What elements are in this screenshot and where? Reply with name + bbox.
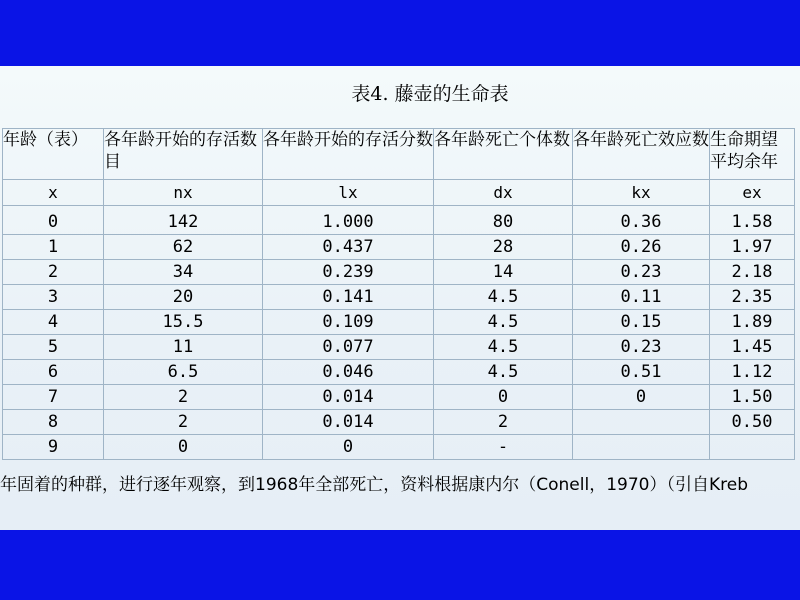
table-cell: 0.15 (573, 310, 710, 335)
table-cell: 4.5 (434, 285, 573, 310)
table-cell: 0.014 (263, 385, 434, 410)
symbol-row (3, 180, 795, 206)
table-cell: 0.046 (263, 360, 434, 385)
table-row (3, 206, 795, 235)
table-cell: 0.239 (263, 260, 434, 285)
table-row (3, 360, 795, 385)
table-cell: 62 (104, 235, 263, 260)
symbol-cell: dx (434, 180, 573, 206)
table-row (3, 235, 795, 260)
table-cell: 1.58 (710, 206, 795, 235)
table-cell: 34 (104, 260, 263, 285)
table-cell: 28 (434, 235, 573, 260)
table-cell: 0 (573, 385, 710, 410)
table-cell: 2 (104, 385, 263, 410)
table-cell: 0.141 (263, 285, 434, 310)
table-cell: 4.5 (434, 360, 573, 385)
table-row (3, 310, 795, 335)
table-cell: 6 (3, 360, 104, 385)
life-table (2, 128, 795, 460)
table-row (3, 260, 795, 285)
table-cell: 1.000 (263, 206, 434, 235)
table-cell: 1 (3, 235, 104, 260)
table-cell: 11 (104, 335, 263, 360)
table-cell: - (434, 435, 573, 460)
table-cell: 2.18 (710, 260, 795, 285)
table-cell (573, 435, 710, 460)
table-cell: 0.014 (263, 410, 434, 435)
table-cell: 7 (3, 385, 104, 410)
table-cell: 8 (3, 410, 104, 435)
header-kx: 各年龄死亡效应数 (573, 129, 710, 180)
symbol-cell: nx (104, 180, 263, 206)
table-cell: 6.5 (104, 360, 263, 385)
symbol-cell: kx (573, 180, 710, 206)
table-cell: 0.11 (573, 285, 710, 310)
table-cell: 1.89 (710, 310, 795, 335)
table-cell: 5 (3, 335, 104, 360)
table-cell: 0.23 (573, 260, 710, 285)
table-row (3, 435, 795, 460)
table-cell (710, 435, 795, 460)
table-cell: 9 (3, 435, 104, 460)
symbol-cell: x (3, 180, 104, 206)
header-ex: 生命期望平均余年 (710, 129, 795, 180)
table-cell: 20 (104, 285, 263, 310)
table-cell: 0 (3, 206, 104, 235)
table-cell: 14 (434, 260, 573, 285)
table-cell: 142 (104, 206, 263, 235)
table-cell: 0.109 (263, 310, 434, 335)
header-row (3, 129, 795, 180)
table-cell: 4 (3, 310, 104, 335)
table-cell: 0 (263, 435, 434, 460)
table-cell: 2.35 (710, 285, 795, 310)
table-cell: 4.5 (434, 335, 573, 360)
header-lx: 各年龄开始的存活分数 (263, 129, 434, 180)
header-nx: 各年龄开始的存活数目 (104, 129, 263, 180)
table-cell: 15.5 (104, 310, 263, 335)
table-body (3, 206, 795, 460)
table-cell: 0.51 (573, 360, 710, 385)
table-title: 表4. 藤壶的生命表 (351, 83, 509, 105)
symbol-cell: ex (710, 180, 795, 206)
symbol-cell: lx (263, 180, 434, 206)
table-cell: 1.12 (710, 360, 795, 385)
slide-panel (0, 66, 800, 530)
table-cell: 3 (3, 285, 104, 310)
table-cell: 0.437 (263, 235, 434, 260)
table-row (3, 410, 795, 435)
footnote: 年固着的种群，进行逐年观察，到1968年全部死亡，资料根据康内尔（Conell，1970）（引自Kreb (0, 475, 748, 495)
table-cell: 0.50 (710, 410, 795, 435)
table-row (3, 335, 795, 360)
table-cell: 0.077 (263, 335, 434, 360)
table-cell (573, 410, 710, 435)
table-cell: 1.45 (710, 335, 795, 360)
table-cell: 0.23 (573, 335, 710, 360)
table-row (3, 285, 795, 310)
table-cell: 2 (434, 410, 573, 435)
table-cell: 2 (104, 410, 263, 435)
table-cell: 4.5 (434, 310, 573, 335)
table-cell: 0.36 (573, 206, 710, 235)
table-row (3, 385, 795, 410)
table-cell: 0 (434, 385, 573, 410)
table-cell: 1.50 (710, 385, 795, 410)
table-cell: 80 (434, 206, 573, 235)
header-age: 年龄（表） (3, 129, 104, 180)
header-dx: 各年龄死亡个体数 (434, 129, 573, 180)
table-cell: 0 (104, 435, 263, 460)
table-cell: 2 (3, 260, 104, 285)
table-cell: 0.26 (573, 235, 710, 260)
table-cell: 1.97 (710, 235, 795, 260)
